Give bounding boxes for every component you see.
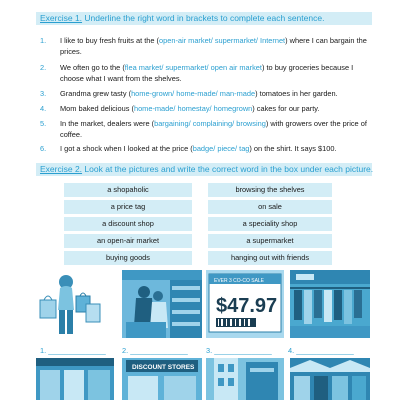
photo-discount-store	[122, 358, 202, 400]
sentence-text: I got a shock when I looked at the price (	[60, 144, 193, 153]
word-box-item: browsing the shelves	[208, 183, 332, 197]
answer-blank-4[interactable]: 4. ______________	[288, 346, 354, 355]
exercise-2-instruction: Look at the pictures and write the correct word in the box under each picture.	[84, 164, 374, 174]
exercise-2-label: Exercise 2.	[40, 164, 83, 174]
word-box-item: a speciality shop	[208, 217, 332, 231]
sentence-text: We often go to the (	[60, 63, 125, 72]
sentence-text: ) with growers over the price of coffee.	[60, 119, 367, 139]
sentence-text: ) on the shirt. It says $100.	[249, 144, 337, 153]
price-sign-small-text: EVER 3 CO-CO SALE	[214, 278, 265, 284]
answer-blank-1[interactable]: 1. ______________	[40, 346, 106, 355]
photo-shopaholic	[36, 270, 114, 338]
word-options[interactable]: open-air market/ supermarket/ Internet	[159, 36, 286, 45]
sentence-number: 4.	[40, 104, 47, 113]
sentence-text: ) cakes for our party.	[252, 104, 320, 113]
sentence-number: 6.	[40, 144, 47, 153]
word-options[interactable]: badge/ piece/ tag	[192, 144, 250, 153]
exercise-1-label: Exercise 1.	[40, 13, 83, 23]
word-box-item: a discount shop	[64, 217, 192, 231]
word-options[interactable]: flea market/ supermarket/ open air market	[124, 63, 262, 72]
sentence-text: In the market, dealers were (	[60, 119, 155, 128]
sentence-text: ) to buy groceries because I choose what I want from the shelves.	[60, 63, 354, 83]
sentence-text: ) where I can bargain the prices.	[60, 36, 367, 56]
sentence-number: 2.	[40, 63, 47, 72]
word-options[interactable]: home-grown/ home-made/ man-made	[131, 89, 256, 98]
answer-blank-2[interactable]: 2. ______________	[122, 346, 188, 355]
word-box-item: a price tag	[64, 200, 192, 214]
word-box-item: buying goods	[64, 251, 192, 265]
photo-browsing-shelves	[122, 270, 202, 338]
store-sign-text: DISCOUNT STORES	[132, 364, 195, 371]
sentence-number: 1.	[40, 36, 47, 45]
price-value: $47.97	[216, 295, 278, 317]
word-options[interactable]: bargaining/ complaining/ browsing	[154, 119, 266, 128]
word-box-item: on sale	[208, 200, 332, 214]
photo-open-air-market	[290, 358, 370, 400]
word-box-item: hanging out with friends	[208, 251, 332, 265]
photo-mall-storefront	[36, 358, 114, 400]
answer-blank-3[interactable]: 3. ______________	[206, 346, 272, 355]
sentence-text: I like to buy fresh fruits at the (	[60, 36, 159, 45]
exercise-1-instruction: Underline the right word in brackets to complete each sentence.	[84, 13, 325, 23]
photo-clothing-rack	[290, 270, 370, 338]
sentence-number: 5.	[40, 119, 47, 128]
sentence-text: Mom baked delicious (	[60, 104, 134, 113]
sentence-text: Grandma grew tasty (	[60, 89, 132, 98]
word-options[interactable]: home-made/ homestay/ homegrown	[133, 104, 253, 113]
sentence-text: ) tomatoes in her garden.	[255, 89, 338, 98]
word-box-item: an open-air market	[64, 234, 192, 248]
exercise-1-header	[36, 12, 372, 25]
exercise-2-header	[36, 163, 372, 176]
word-box-item: a shopaholic	[64, 183, 192, 197]
photo-price-tag	[206, 270, 284, 338]
sentence-number: 3.	[40, 89, 47, 98]
word-box-item: a supermarket	[208, 234, 332, 248]
photo-speciality-shop	[206, 358, 284, 400]
